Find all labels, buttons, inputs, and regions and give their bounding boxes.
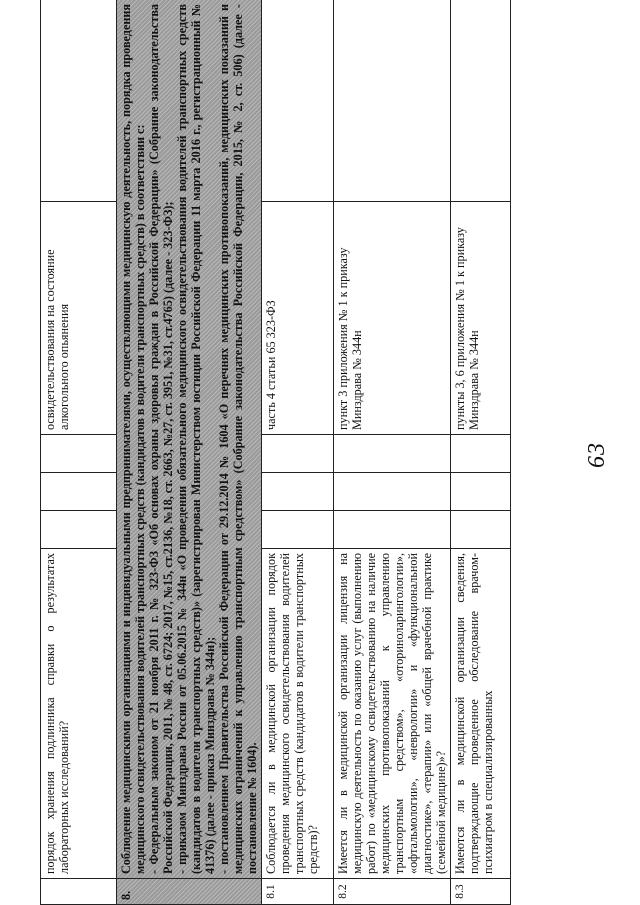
question-cell: Соблюдается ли в медицинской организации порядок проведения медицинского освидетельствования водителей транспортных средств (кандидатов в водители транспортных средств)?: [262, 549, 334, 879]
yes-cell: [262, 511, 334, 549]
section-law-item: - приказом Минздрава России от 05.06.2015 № 344н «О проведении обязательного медицинского освидетельствования водителей транспортных средств (кандидатов в водители транспортных средств)» (зарегистрирован Министерством юстиции Российской Федерации 11 марта 2016 г., регистрационный № 41376) (далее - приказ Минздрава № 344н);: [175, 4, 217, 874]
row-number: 8.1: [262, 879, 334, 905]
no-cell: [41, 473, 117, 511]
yes-cell: [41, 511, 117, 549]
reference-cell: пункт 3 приложения № 1 к приказу Минздрава № 344н: [334, 202, 451, 435]
row-number: 8.2: [334, 879, 451, 905]
table-row: [334, 0, 451, 905]
question-cell: порядок хранения подлинника справки о результатах лабораторных исследований?: [41, 549, 117, 879]
checklist-table: [40, 0, 511, 905]
note-cell: [262, 0, 334, 202]
section-law-item: - Федеральным законом от 21 ноября 2011 г. № 323-ФЗ «Об основах охраны здоровья граждан в Российской Федерации» (Собрание законодательства Российской Федерации, 2011, № 48, ст. 6724; 2017, №15, ст.2136, №18, ст. 2663, №27, ст. 3951, №31, ст.4765) (далее - 323-ФЗ);: [147, 4, 175, 874]
table-row: [262, 0, 334, 905]
table-row: [451, 0, 511, 905]
number-cell: [41, 879, 117, 905]
yes-cell: [334, 511, 451, 549]
note-cell: [41, 0, 117, 202]
na-cell: [262, 435, 334, 473]
reference-cell: пункты 3, 6 приложения № 1 к приказу Минздрава № 344н: [451, 202, 511, 435]
no-cell: [334, 473, 451, 511]
na-cell: [41, 435, 117, 473]
yes-cell: [451, 511, 511, 549]
page-number: 63: [584, 442, 610, 468]
note-cell: [451, 0, 511, 202]
table-row: [41, 0, 117, 905]
section-intro: Соблюдение медицинскими организациями и индивидуальными предпринимателями, осуществляющими медицинскую деятельность, порядка проведения медицинского освидетельствования водителей транспортных средств (кандидатов в водители транспортных средств) в соответствии с:: [119, 4, 147, 874]
question-cell: Имеется ли в медицинской организации лицензия на медицинскую деятельность по оказанию услуг (выполнению работ) по «медицинскому освидетельствованию на наличие медицинских противопоказаний к управлению транспортным средством», «оториноларингологии», «офтальмологии», «неврологии» и «функциональной диагностике», «терапии» или «общей врачебной практике (семейной медицине)»?: [334, 549, 451, 879]
section-header-row: [117, 0, 262, 905]
section-law-item: - постановлением Правительства Российской Федерации от 29.12.2014 № 1604 «О перечнях медицинских противопоказаний, медицинских показаний и медицинских ограничений к управлению транспортным средством» (Собрание законодательства Российской Федерации, 2015, № 2, ст. 506) (далее - постановление № 1604).: [217, 4, 259, 874]
row-number: 8.3: [451, 879, 511, 905]
reference-cell: часть 4 статьи 65 323-ФЗ: [262, 202, 334, 435]
section-text: [117, 0, 262, 879]
section-number: 8.: [117, 879, 262, 905]
no-cell: [262, 473, 334, 511]
no-cell: [451, 473, 511, 511]
na-cell: [451, 435, 511, 473]
question-cell: Имеются ли в медицинской организации сведения, подтверждающие проведенное обследование врачом-психиатром в специализированных: [451, 549, 511, 879]
reference-cell: освидетельствования на состояние алкогольного опьянения: [41, 202, 117, 435]
na-cell: [334, 435, 451, 473]
note-cell: [334, 0, 451, 202]
